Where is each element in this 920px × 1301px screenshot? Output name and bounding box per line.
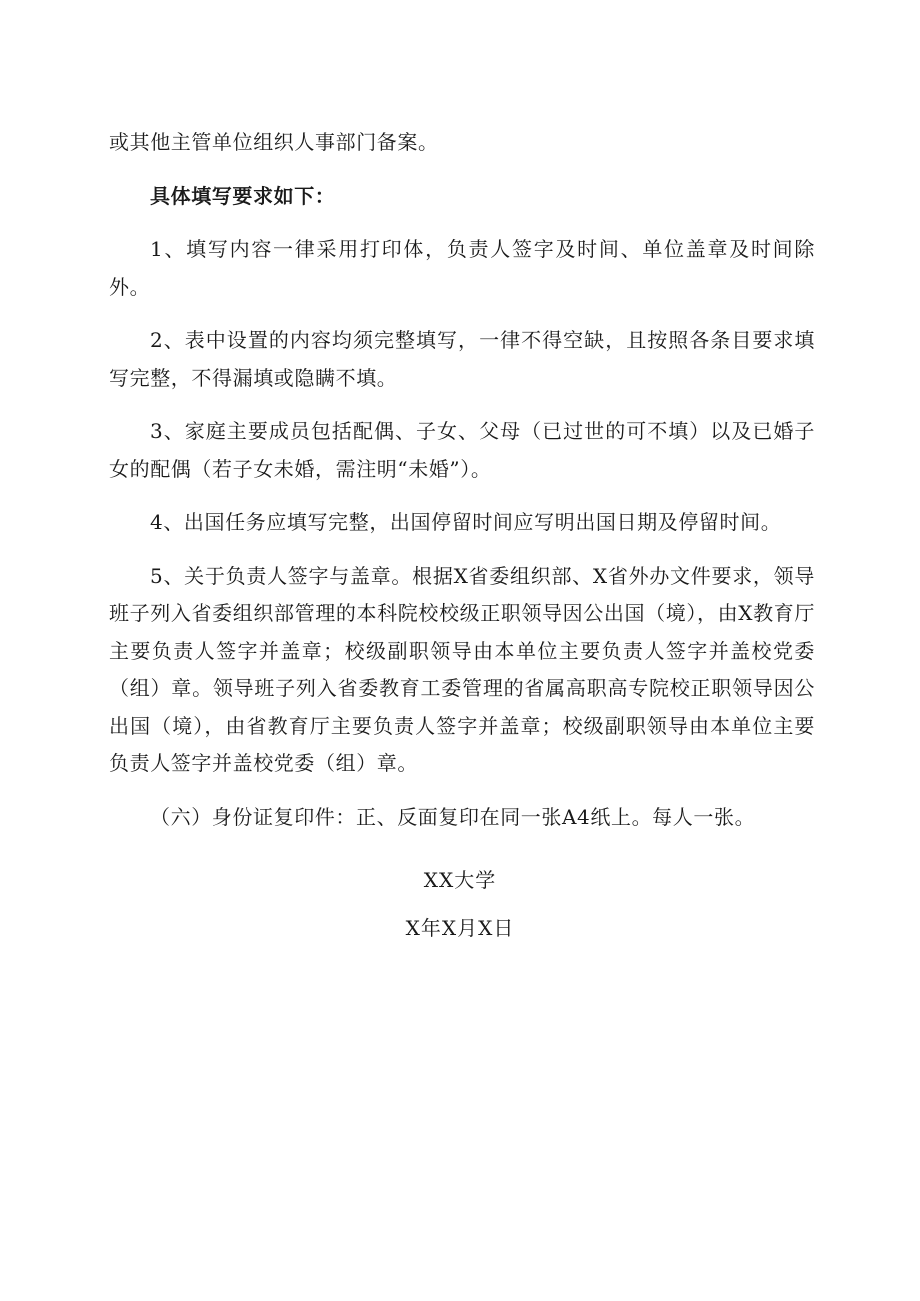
requirement-item-3: 3、家庭主要成员包括配偶、子女、父母（已过世的可不填）以及已婚子女的配偶（若子女未婚，需注明“未婚”）。 bbox=[109, 419, 815, 481]
requirement-item-5: 5、关于负责人签字与盖章。根据X省委组织部、X省外办文件要求，领导班子列入省委组织部管理的本科院校校级正职领导因公出国（境），由X教育厅主要负责人签字并盖章；校级副职领导由本单位主要负责人签字并盖校党委（组）章。领导班子列入省委教育工委管理的省属高职高专院校正职领导因公出国（境），由省教育厅主要负责人签字并盖章；校级副职领导由本单位主要负责人签字并盖校党委（组）章。 bbox=[109, 563, 815, 775]
requirement-item-4: 4、出国任务应填写完整，出国停留时间应写明出国日期及停留时间。 bbox=[150, 510, 782, 534]
id-copy-paragraph: （六）身份证复印件：正、反面复印在同一张A4纸上。每人一张。 bbox=[150, 804, 756, 829]
document-body bbox=[109, 124, 815, 852]
requirements-heading: 具体填写要求如下： bbox=[150, 183, 336, 208]
continuation-paragraph: 或其他主管单位组织人事部门备案。 bbox=[109, 130, 439, 154]
requirement-item-2: 2、表中设置的内容均须完整填写，一律不得空缺，且按照各条目要求填写完整，不得漏填或隐瞒不填。 bbox=[109, 328, 815, 390]
signature-organization: XX大学 bbox=[423, 868, 497, 892]
signature-date: X年X月X日 bbox=[405, 916, 515, 940]
requirement-item-1: 1、填写内容一律采用打印体，负责人签字及时间、单位盖章及时间除外。 bbox=[109, 237, 815, 299]
